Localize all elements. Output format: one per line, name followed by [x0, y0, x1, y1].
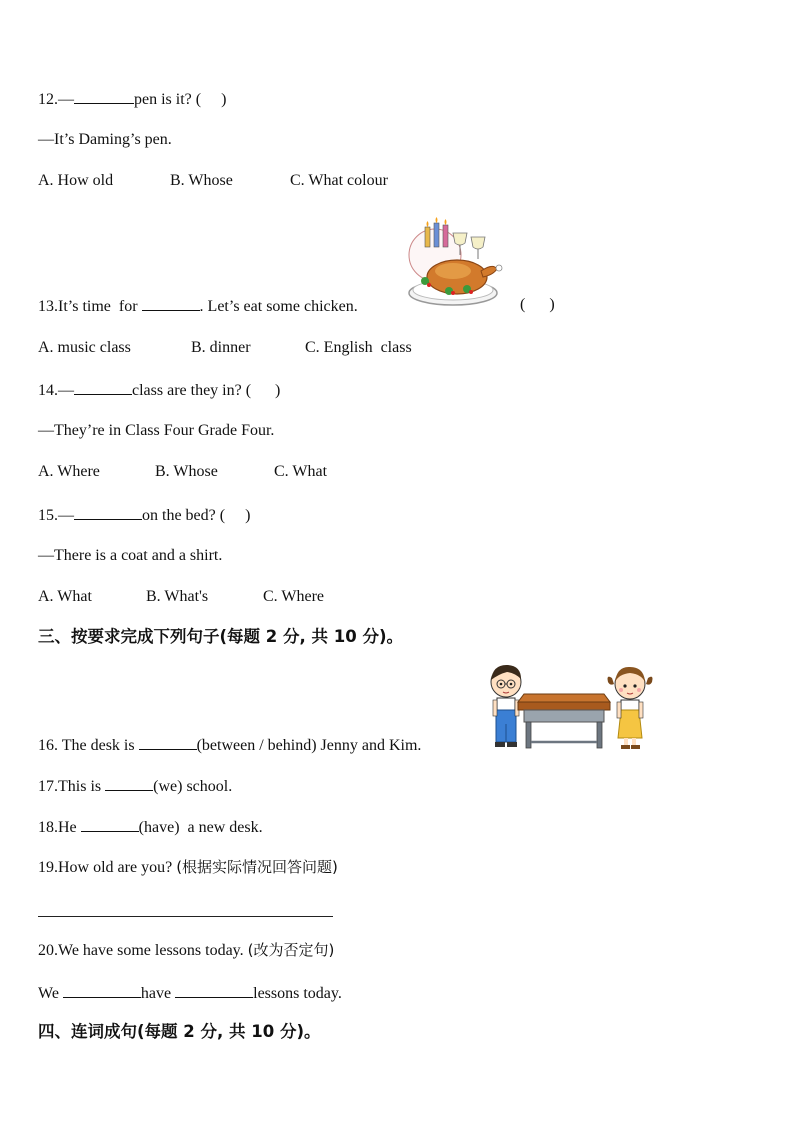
q15-answer: —There is a coat and a shirt.	[38, 547, 223, 564]
q15-option-a[interactable]: A. What	[38, 588, 92, 605]
q15-option-c[interactable]: C. Where	[263, 588, 325, 605]
q14-option-a[interactable]: A. Where	[38, 463, 100, 480]
q14-blank[interactable]	[74, 379, 132, 395]
q13-option-c[interactable]: C. English class	[305, 339, 412, 356]
q18-question: 18.He (have) a new desk.	[38, 816, 263, 838]
q12-option-a[interactable]: A. How old	[38, 172, 114, 189]
q20-blank-2[interactable]	[175, 982, 253, 998]
q15-blank[interactable]	[74, 504, 142, 520]
q12-question: 12.— pen is it? ( )	[38, 88, 226, 110]
q13-blank[interactable]	[142, 295, 200, 311]
q14-answer: —They’re in Class Four Grade Four.	[38, 422, 275, 439]
q13-question: 13.It’s time for . Let’s eat some chicken.	[38, 295, 358, 317]
q20-answer: We have lessons today.	[38, 982, 342, 1004]
q14-question: 14.— class are they in? ( )	[38, 379, 280, 401]
q18-blank[interactable]	[81, 816, 139, 832]
q15-option-b[interactable]: B. What's	[146, 588, 209, 605]
q20-blank-1[interactable]	[63, 982, 141, 998]
q13-option-a[interactable]: A. music class	[38, 339, 131, 356]
boy-desk-girl-image	[484, 662, 656, 752]
q20-question: 20.We have some lessons today. (改为否定句)	[38, 941, 335, 959]
q13-answer-paren[interactable]: ( )	[520, 296, 555, 313]
q19-answer-line[interactable]	[38, 916, 333, 917]
q16-blank[interactable]	[139, 734, 197, 750]
q12-option-b[interactable]: B. Whose	[170, 172, 233, 189]
q12-blank[interactable]	[74, 88, 134, 104]
q14-option-b[interactable]: B. Whose	[155, 463, 218, 480]
q14-option-c[interactable]: C. What	[274, 463, 328, 480]
section-3-title: 三、按要求完成下列句子(每题 2 分, 共 10 分)。	[38, 627, 404, 646]
roast-chicken-dinner-image	[405, 215, 505, 307]
q17-question: 17.This is (we) school.	[38, 775, 232, 797]
q17-blank[interactable]	[105, 775, 153, 791]
q16-question: 16. The desk is (between / behind) Jenny and Kim.	[38, 734, 421, 756]
q12-answer: —It’s Daming’s pen.	[38, 131, 172, 148]
section-4-title: 四、连词成句(每题 2 分, 共 10 分)。	[38, 1022, 321, 1041]
q12-option-c[interactable]: C. What colour	[290, 172, 388, 189]
q19-question: 19.How old are you? (根据实际情况回答问题)	[38, 858, 338, 876]
q15-question: 15.— on the bed? ( )	[38, 504, 250, 526]
q13-option-b[interactable]: B. dinner	[191, 339, 251, 356]
